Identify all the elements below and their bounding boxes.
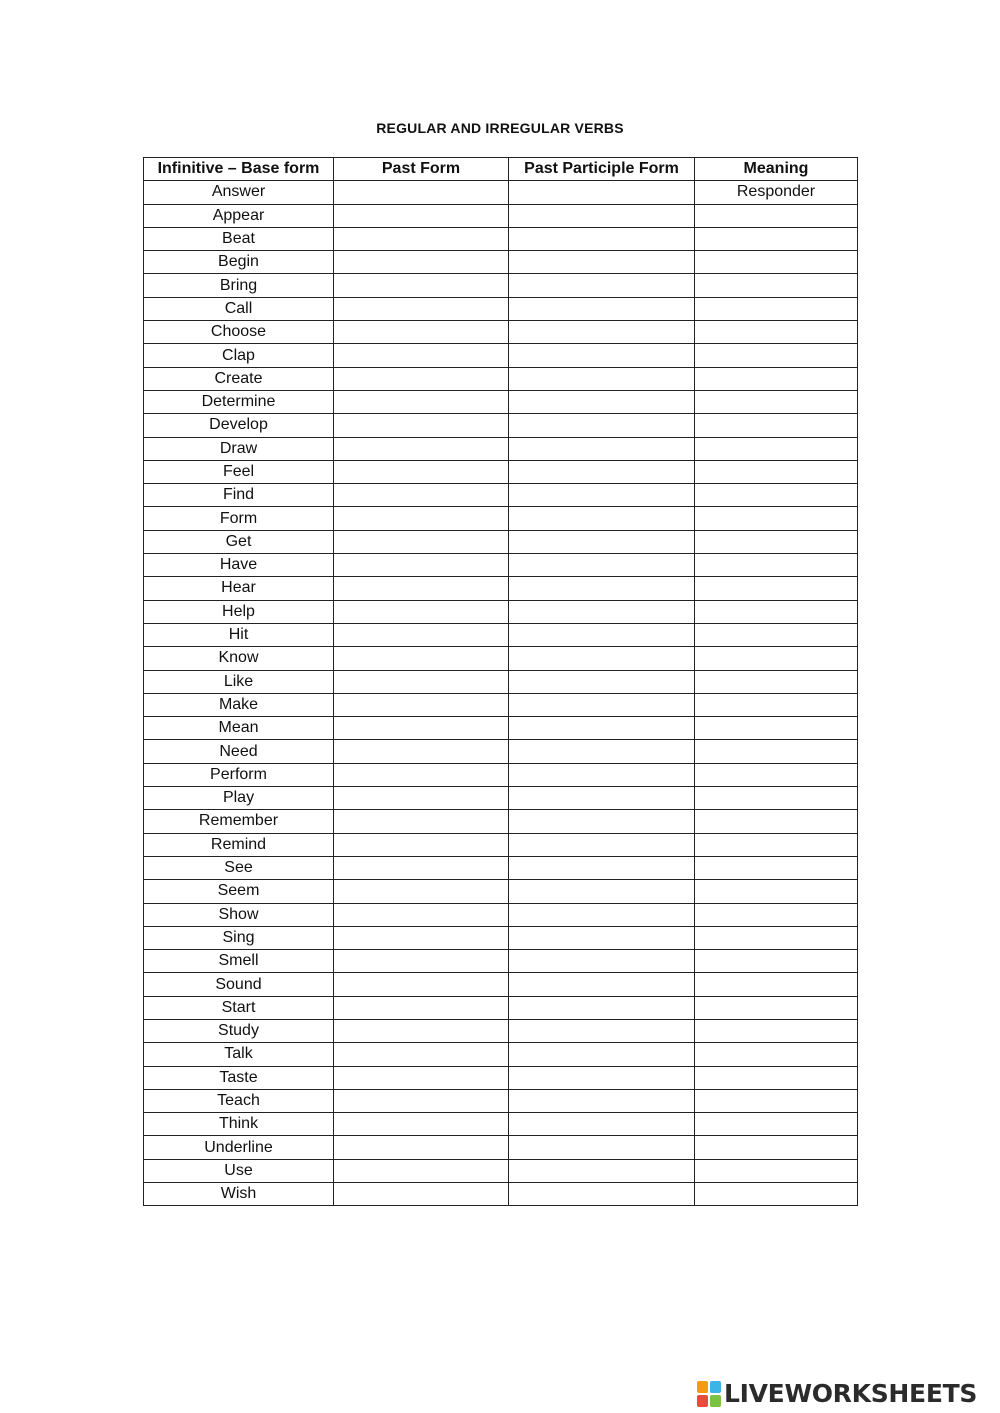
cell-past-form[interactable] <box>334 600 509 623</box>
table-row <box>144 577 858 600</box>
table-row <box>144 1113 858 1136</box>
cell-infinitive: Like <box>144 670 334 693</box>
cell-infinitive: Begin <box>144 251 334 274</box>
table-row <box>144 1019 858 1042</box>
table-row <box>144 321 858 344</box>
cell-meaning[interactable] <box>695 1159 858 1182</box>
cell-past-participle-form[interactable] <box>509 740 695 763</box>
table-row <box>144 204 858 227</box>
cell-past-participle-form[interactable] <box>509 623 695 646</box>
cell-past-form[interactable] <box>334 1136 509 1159</box>
cell-meaning[interactable] <box>695 670 858 693</box>
cell-infinitive: Use <box>144 1159 334 1182</box>
table-row <box>144 414 858 437</box>
cell-infinitive: Have <box>144 554 334 577</box>
cell-meaning[interactable] <box>695 1183 858 1206</box>
cell-past-participle-form[interactable] <box>509 647 695 670</box>
table-row <box>144 251 858 274</box>
cell-meaning[interactable] <box>695 950 858 973</box>
cell-infinitive: Think <box>144 1113 334 1136</box>
cell-past-participle-form[interactable] <box>509 1113 695 1136</box>
table-row <box>144 297 858 320</box>
cell-meaning[interactable]: Responder <box>695 181 858 204</box>
cell-meaning[interactable] <box>695 321 858 344</box>
cell-infinitive: Play <box>144 787 334 810</box>
cell-past-form[interactable] <box>334 670 509 693</box>
logo-square-green <box>710 1395 721 1407</box>
cell-past-form[interactable] <box>334 181 509 204</box>
cell-meaning[interactable] <box>695 274 858 297</box>
cell-meaning[interactable] <box>695 344 858 367</box>
table-row <box>144 903 858 926</box>
cell-meaning[interactable] <box>695 577 858 600</box>
cell-infinitive: Answer <box>144 181 334 204</box>
table-row <box>144 717 858 740</box>
table-row <box>144 484 858 507</box>
cell-past-participle-form[interactable] <box>509 693 695 716</box>
cell-past-participle-form[interactable] <box>509 1019 695 1042</box>
cell-past-form[interactable] <box>334 996 509 1019</box>
cell-infinitive: Form <box>144 507 334 530</box>
logo-square-red <box>697 1395 708 1407</box>
table-row <box>144 530 858 553</box>
cell-meaning[interactable] <box>695 1113 858 1136</box>
table-row <box>144 880 858 903</box>
cell-past-participle-form[interactable] <box>509 227 695 250</box>
cell-past-participle-form[interactable] <box>509 367 695 390</box>
cell-past-participle-form[interactable] <box>509 414 695 437</box>
cell-past-form[interactable] <box>334 1019 509 1042</box>
cell-meaning[interactable] <box>695 297 858 320</box>
cell-past-form[interactable] <box>334 787 509 810</box>
cell-past-form[interactable] <box>334 577 509 600</box>
table-body <box>144 181 858 1206</box>
cell-meaning[interactable] <box>695 787 858 810</box>
cell-past-participle-form[interactable] <box>509 274 695 297</box>
cell-past-participle-form[interactable] <box>509 484 695 507</box>
cell-meaning[interactable] <box>695 367 858 390</box>
cell-infinitive: Call <box>144 297 334 320</box>
cell-infinitive: Clap <box>144 344 334 367</box>
cell-infinitive: Need <box>144 740 334 763</box>
cell-infinitive: Help <box>144 600 334 623</box>
cell-meaning[interactable] <box>695 600 858 623</box>
table-row <box>144 670 858 693</box>
cell-infinitive: Remind <box>144 833 334 856</box>
cell-infinitive: Smell <box>144 950 334 973</box>
table-row <box>144 1159 858 1182</box>
cell-past-form[interactable] <box>334 484 509 507</box>
cell-past-participle-form[interactable] <box>509 1183 695 1206</box>
verbs-table <box>143 157 858 1206</box>
cell-past-participle-form[interactable] <box>509 297 695 320</box>
cell-meaning[interactable] <box>695 973 858 996</box>
cell-meaning[interactable] <box>695 437 858 460</box>
table-row <box>144 973 858 996</box>
cell-past-form[interactable] <box>334 390 509 413</box>
table-row <box>144 437 858 460</box>
cell-infinitive: Determine <box>144 390 334 413</box>
table-row <box>144 1043 858 1066</box>
cell-meaning[interactable] <box>695 693 858 716</box>
cell-past-participle-form[interactable] <box>509 1066 695 1089</box>
table-row <box>144 181 858 204</box>
table-row <box>144 833 858 856</box>
cell-meaning[interactable] <box>695 763 858 786</box>
cell-past-participle-form[interactable] <box>509 903 695 926</box>
cell-meaning[interactable] <box>695 717 858 740</box>
cell-past-form[interactable] <box>334 344 509 367</box>
cell-infinitive: Underline <box>144 1136 334 1159</box>
cell-meaning[interactable] <box>695 1089 858 1112</box>
cell-infinitive: Mean <box>144 717 334 740</box>
cell-past-participle-form[interactable] <box>509 344 695 367</box>
cell-past-form[interactable] <box>334 1043 509 1066</box>
cell-past-participle-form[interactable] <box>509 670 695 693</box>
cell-past-form[interactable] <box>334 530 509 553</box>
table-row <box>144 856 858 879</box>
cell-past-form[interactable] <box>334 1089 509 1112</box>
cell-past-form[interactable] <box>334 717 509 740</box>
cell-infinitive: Create <box>144 367 334 390</box>
cell-past-participle-form[interactable] <box>509 973 695 996</box>
cell-past-form[interactable] <box>334 833 509 856</box>
table-row <box>144 1066 858 1089</box>
cell-past-form[interactable] <box>334 903 509 926</box>
cell-meaning[interactable] <box>695 204 858 227</box>
cell-meaning[interactable] <box>695 530 858 553</box>
cell-infinitive: Feel <box>144 460 334 483</box>
cell-past-form[interactable] <box>334 507 509 530</box>
table-row <box>144 460 858 483</box>
cell-past-participle-form[interactable] <box>509 996 695 1019</box>
cell-past-participle-form[interactable] <box>509 926 695 949</box>
cell-meaning[interactable] <box>695 507 858 530</box>
cell-infinitive: Remember <box>144 810 334 833</box>
cell-past-participle-form[interactable] <box>509 833 695 856</box>
cell-infinitive: Choose <box>144 321 334 344</box>
cell-past-form[interactable] <box>334 321 509 344</box>
cell-meaning[interactable] <box>695 903 858 926</box>
cell-past-form[interactable] <box>334 297 509 320</box>
cell-meaning[interactable] <box>695 251 858 274</box>
cell-past-form[interactable] <box>334 950 509 973</box>
cell-infinitive: Get <box>144 530 334 553</box>
logo-text: LIVEWORKSHEETS <box>724 1379 978 1408</box>
cell-past-form[interactable] <box>334 856 509 879</box>
cell-past-participle-form[interactable] <box>509 856 695 879</box>
cell-meaning[interactable] <box>695 484 858 507</box>
table-row <box>144 227 858 250</box>
cell-infinitive: Hear <box>144 577 334 600</box>
cell-past-form[interactable] <box>334 1183 509 1206</box>
table-row <box>144 926 858 949</box>
cell-infinitive: Show <box>144 903 334 926</box>
cell-meaning[interactable] <box>695 996 858 1019</box>
cell-meaning[interactable] <box>695 856 858 879</box>
cell-infinitive: Sound <box>144 973 334 996</box>
cell-past-form[interactable] <box>334 1113 509 1136</box>
cell-infinitive: Know <box>144 647 334 670</box>
cell-past-participle-form[interactable] <box>509 1136 695 1159</box>
table-row <box>144 274 858 297</box>
cell-infinitive: Start <box>144 996 334 1019</box>
cell-infinitive: Study <box>144 1019 334 1042</box>
table-row <box>144 507 858 530</box>
cell-meaning[interactable] <box>695 1043 858 1066</box>
header-meaning: Meaning <box>695 158 858 181</box>
cell-meaning[interactable] <box>695 647 858 670</box>
cell-meaning[interactable] <box>695 1066 858 1089</box>
cell-past-participle-form[interactable] <box>509 204 695 227</box>
cell-past-participle-form[interactable] <box>509 717 695 740</box>
cell-meaning[interactable] <box>695 460 858 483</box>
cell-past-form[interactable] <box>334 810 509 833</box>
cell-meaning[interactable] <box>695 810 858 833</box>
cell-past-form[interactable] <box>334 740 509 763</box>
cell-past-form[interactable] <box>334 274 509 297</box>
cell-meaning[interactable] <box>695 926 858 949</box>
cell-infinitive: Bring <box>144 274 334 297</box>
cell-meaning[interactable] <box>695 227 858 250</box>
cell-past-form[interactable] <box>334 227 509 250</box>
cell-past-form[interactable] <box>334 251 509 274</box>
table-row <box>144 810 858 833</box>
table-header-row <box>144 158 858 181</box>
header-infinitive: Infinitive – Base form <box>144 158 334 181</box>
cell-past-participle-form[interactable] <box>509 460 695 483</box>
table-row <box>144 763 858 786</box>
cell-infinitive: Beat <box>144 227 334 250</box>
cell-past-form[interactable] <box>334 763 509 786</box>
cell-past-participle-form[interactable] <box>509 181 695 204</box>
cell-past-participle-form[interactable] <box>509 1159 695 1182</box>
table-row <box>144 950 858 973</box>
table-row <box>144 1089 858 1112</box>
table-row <box>144 740 858 763</box>
table-row <box>144 647 858 670</box>
table-row <box>144 600 858 623</box>
cell-meaning[interactable] <box>695 623 858 646</box>
cell-past-form[interactable] <box>334 973 509 996</box>
cell-meaning[interactable] <box>695 390 858 413</box>
table-row <box>144 787 858 810</box>
cell-meaning[interactable] <box>695 833 858 856</box>
cell-past-participle-form[interactable] <box>509 810 695 833</box>
cell-past-form[interactable] <box>334 460 509 483</box>
cell-past-participle-form[interactable] <box>509 787 695 810</box>
cell-infinitive: Hit <box>144 623 334 646</box>
table-row <box>144 554 858 577</box>
header-past-participle-form: Past Participle Form <box>509 158 695 181</box>
cell-infinitive: Wish <box>144 1183 334 1206</box>
table-row <box>144 390 858 413</box>
cell-past-form[interactable] <box>334 1159 509 1182</box>
cell-infinitive: Sing <box>144 926 334 949</box>
table-row <box>144 693 858 716</box>
cell-past-participle-form[interactable] <box>509 577 695 600</box>
cell-past-participle-form[interactable] <box>509 321 695 344</box>
cell-infinitive: Find <box>144 484 334 507</box>
cell-past-participle-form[interactable] <box>509 600 695 623</box>
table-row <box>144 623 858 646</box>
cell-infinitive: See <box>144 856 334 879</box>
cell-past-form[interactable] <box>334 693 509 716</box>
cell-past-participle-form[interactable] <box>509 763 695 786</box>
cell-infinitive: Develop <box>144 414 334 437</box>
logo-square-orange <box>697 1381 708 1393</box>
cell-past-participle-form[interactable] <box>509 251 695 274</box>
cell-past-participle-form[interactable] <box>509 554 695 577</box>
cell-past-participle-form[interactable] <box>509 1043 695 1066</box>
cell-infinitive: Perform <box>144 763 334 786</box>
table-row <box>144 344 858 367</box>
cell-past-form[interactable] <box>334 414 509 437</box>
cell-meaning[interactable] <box>695 554 858 577</box>
cell-past-form[interactable] <box>334 880 509 903</box>
cell-past-participle-form[interactable] <box>509 530 695 553</box>
liveworksheets-logo <box>697 1377 977 1411</box>
cell-infinitive: Draw <box>144 437 334 460</box>
cell-past-form[interactable] <box>334 926 509 949</box>
cell-past-form[interactable] <box>334 623 509 646</box>
table-row <box>144 1136 858 1159</box>
logo-square-blue <box>710 1381 721 1393</box>
cell-past-form[interactable] <box>334 1066 509 1089</box>
cell-past-participle-form[interactable] <box>509 437 695 460</box>
cell-infinitive: Seem <box>144 880 334 903</box>
cell-infinitive: Make <box>144 693 334 716</box>
table-row <box>144 367 858 390</box>
table-row <box>144 1183 858 1206</box>
liveworksheets-logo-icon <box>697 1381 721 1407</box>
page-title: REGULAR AND IRREGULAR VERBS <box>376 120 624 136</box>
cell-past-form[interactable] <box>334 204 509 227</box>
cell-past-form[interactable] <box>334 554 509 577</box>
cell-meaning[interactable] <box>695 1136 858 1159</box>
cell-past-participle-form[interactable] <box>509 880 695 903</box>
table-row <box>144 996 858 1019</box>
cell-infinitive: Taste <box>144 1066 334 1089</box>
cell-infinitive: Teach <box>144 1089 334 1112</box>
cell-past-participle-form[interactable] <box>509 950 695 973</box>
cell-past-participle-form[interactable] <box>509 507 695 530</box>
cell-infinitive: Talk <box>144 1043 334 1066</box>
cell-past-participle-form[interactable] <box>509 1089 695 1112</box>
cell-meaning[interactable] <box>695 740 858 763</box>
cell-meaning[interactable] <box>695 414 858 437</box>
cell-infinitive: Appear <box>144 204 334 227</box>
cell-past-participle-form[interactable] <box>509 390 695 413</box>
cell-past-form[interactable] <box>334 437 509 460</box>
cell-meaning[interactable] <box>695 1019 858 1042</box>
header-past-form: Past Form <box>334 158 509 181</box>
cell-meaning[interactable] <box>695 880 858 903</box>
cell-past-form[interactable] <box>334 367 509 390</box>
cell-past-form[interactable] <box>334 647 509 670</box>
